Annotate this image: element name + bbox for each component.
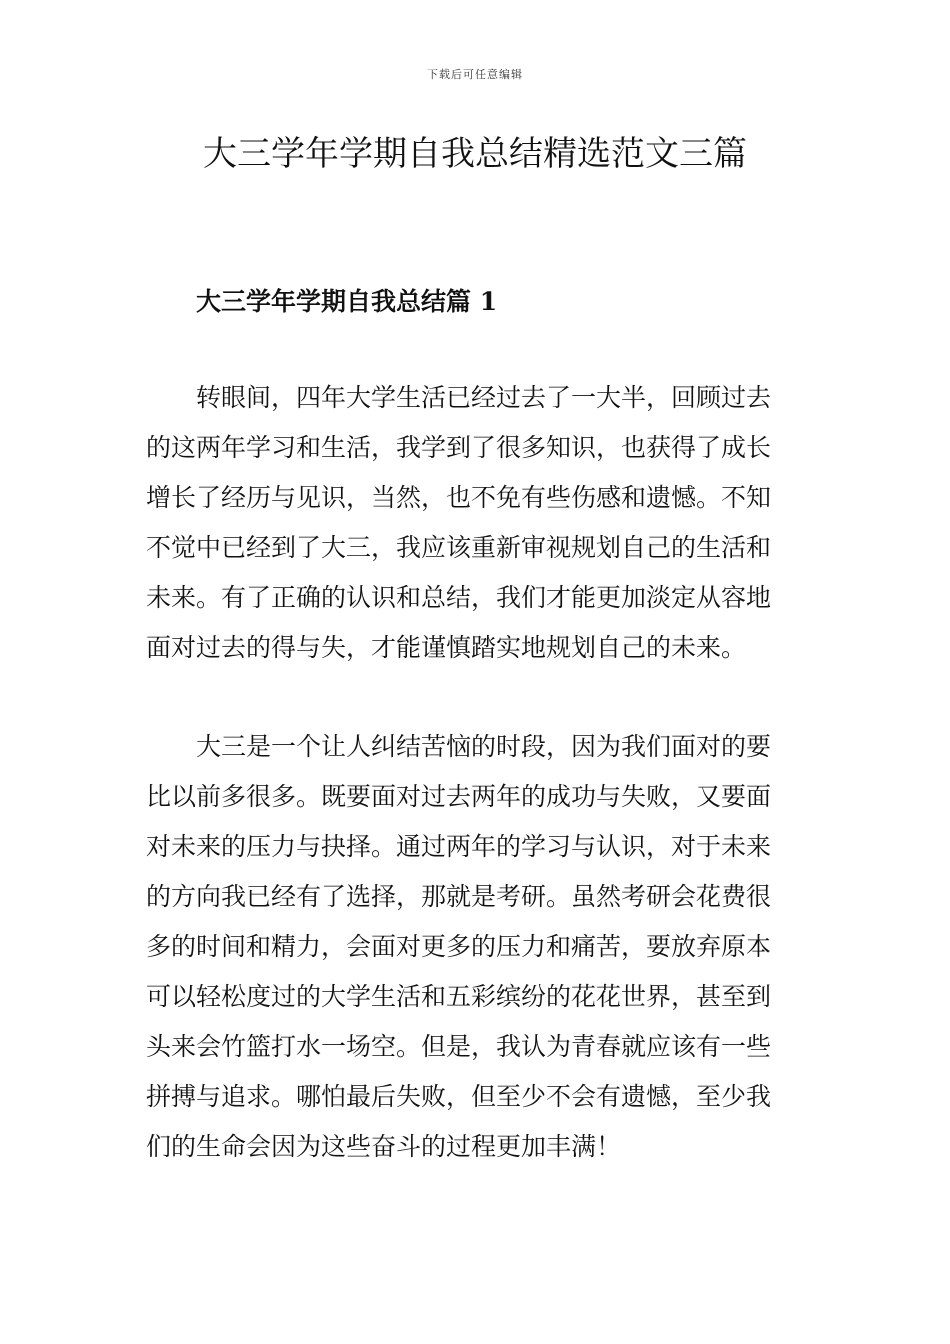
paragraph-line: 的方向我已经有了选择，那就是考研。虽然考研会花费很	[146, 882, 772, 911]
paragraph-line: 转眼间，四年大学生活已经过去了一大半，回顾过去	[196, 383, 772, 412]
document-title: 大三学年学期自我总结精选范文三篇	[203, 134, 747, 174]
paragraph-line: 们的生命会因为这些奋斗的过程更加丰满！	[146, 1132, 622, 1161]
paragraph-1	[146, 373, 810, 673]
paragraph-line: 对未来的压力与抉择。通过两年的学习与认识，对于未来	[146, 832, 772, 861]
paragraph-line: 面对过去的得与失，才能谨慎踏实地规划自己的未来。	[146, 633, 747, 662]
paragraph-line: 多的时间和精力，会面对更多的压力和痛苦，要放弃原本	[146, 932, 772, 961]
paragraph-line: 未来。有了正确的认识和总结，我们才能更加淡定从容地	[146, 583, 772, 612]
paragraph-line: 拼搏与追求。哪怕最后失败，但至少不会有遗憾，至少我	[146, 1082, 772, 1111]
paragraph-line: 的这两年学习和生活，我学到了很多知识，也获得了成长	[146, 433, 772, 462]
paragraph-line: 头来会竹篮打水一场空。但是，我认为青春就应该有一些	[146, 1032, 772, 1061]
header-note: 下载后可任意编辑	[427, 68, 523, 81]
section-heading: 大三学年学期自我总结篇 1	[196, 287, 498, 316]
paragraph-line: 不觉中已经到了大三，我应该重新审视规划自己的生活和	[146, 533, 772, 562]
paragraph-line: 可以轻松度过的大学生活和五彩缤纷的花花世界，甚至到	[146, 982, 772, 1011]
paragraph-line: 大三是一个让人纠结苦恼的时段，因为我们面对的要	[196, 732, 772, 761]
paragraph-line: 增长了经历与见识，当然，也不免有些伤感和遗憾。不知	[146, 483, 772, 512]
paragraph-2	[146, 722, 810, 1172]
paragraph-line: 比以前多很多。既要面对过去两年的成功与失败，又要面	[146, 782, 772, 811]
